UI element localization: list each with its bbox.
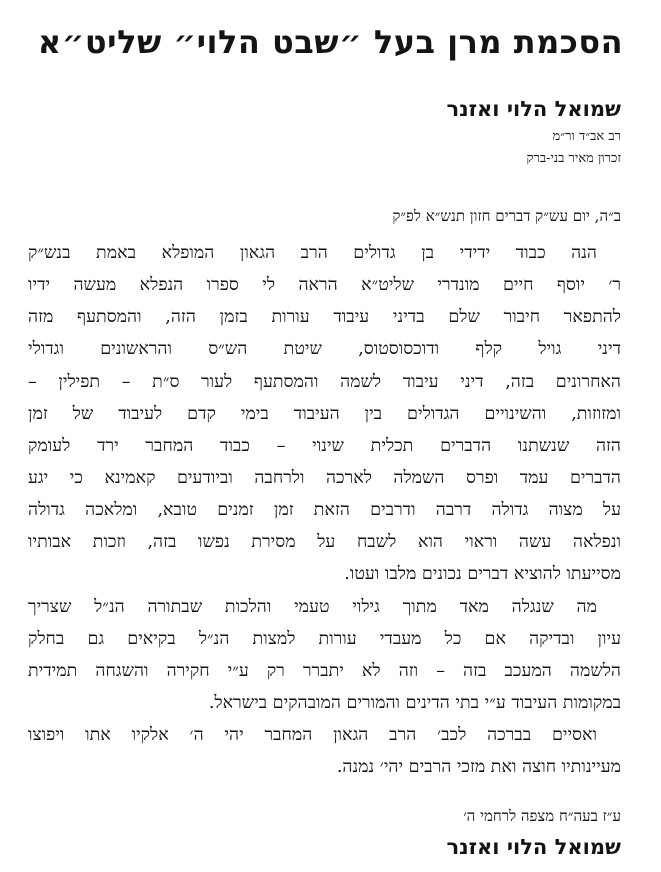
letterhead-author-place: זכרון מאיר בני-ברק — [526, 151, 621, 166]
body-line: ואסיים בברכה לכב׳ הרב הגאון המחבר יהי ה׳ אלקיו אתו ויפוצו — [28, 725, 597, 746]
signature: שמואל הלוי ואזנר — [446, 835, 621, 859]
body-line: דיני גויל קלף ודוכסוסטוס, שיטת הש״ס והראשונים וגדולי — [28, 339, 621, 360]
body-line: ר׳ יוסף חיים מונדרי שליט״א הראה לי ספרו הנפלא מעשה ידיו — [28, 275, 621, 296]
page-title: הסכמת מרן בעל ״שבט הלוי״ שליט״א — [37, 23, 624, 61]
body-line: ונפלאה עשה וראוי הוא לשבח על מסירת נפשו בזה, וזכות אבותיו — [28, 532, 621, 553]
body-line: מסייעתו להוציא דברים נכונים מלבו ועטו. — [344, 564, 621, 585]
letterhead-author-role: רב אב״ד ור״מ — [552, 129, 621, 144]
body-line: האחרונים בזה, דיני עיבוד לשמה והמסתעף לעור ס״ת – תפילין – — [28, 371, 621, 392]
body-line: הלשמה המעכב בזה – וזה לא יתברר רק ע״י חקירה והשגחה תמידית — [28, 660, 621, 681]
body-line: הנה כבוד ידידי בן גדולים הרב הגאון המופלא באמת בנש״ק — [28, 243, 597, 263]
letterhead-author-name: שמואל הלוי ואזנר — [446, 97, 621, 121]
body-line: ומזוזות, והשינויים הגדולים בין העיבוד בימי קדם לעיבוד של זמן — [28, 403, 621, 424]
body-line: במקומות העיבוד ע״י בתי הדינים והמורים המובהקים בישראל. — [208, 692, 621, 713]
body-line: על מצוה גדולה דרבה ודרבים הזאת זמן זמנים טובא, ומלאכה גדולה — [28, 500, 621, 521]
body-line: הדברים עמד ופרס השמלה לארכה ולרחבה וביודעים קאמינא כי יגע — [28, 467, 621, 488]
closing-line: ע״ז בעה״ח מצפה לרחמי ה׳ — [463, 807, 621, 825]
body-line: מעיינותיו חוצה ואת מזכי הרבים יהי׳ נמנה. — [336, 757, 621, 778]
body-line: עיון ובדיקה אם כל מעבדי עורות למצות הנ״ל בקיאים גם בחלק — [28, 628, 621, 649]
date-line: ב״ה, יום עש״ק דברים חזון תנש״א לפ״ק — [392, 207, 621, 225]
letter-body — [28, 237, 621, 783]
body-line: להתפאר חיבור שלם בדיני עיבוד עורות בזמן הזה, והמסתעף מזה — [28, 307, 621, 328]
body-line: הזה שנשתנו הדברים תכלית שינוי – כבוד המחבר ירד לעומק — [28, 435, 621, 456]
body-line: מה שנגלה מאד מתוך גילוי טעמי והלכות שבתורה הנ״ל שצריך — [28, 596, 597, 617]
